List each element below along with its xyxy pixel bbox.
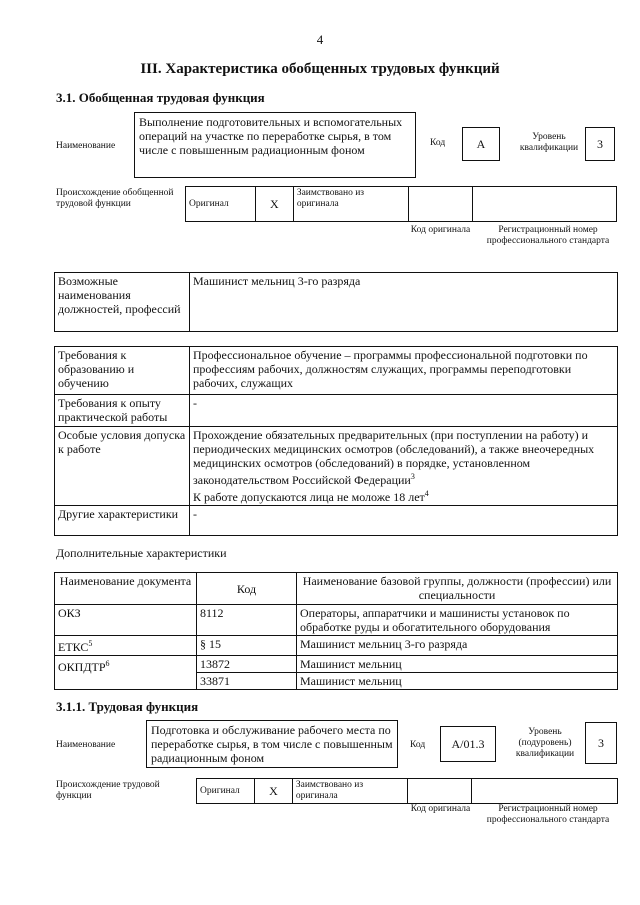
gtf-code-box bbox=[462, 127, 500, 161]
row-code: § 15 bbox=[197, 636, 297, 656]
col-code-header: Код bbox=[197, 573, 297, 605]
table-row bbox=[55, 656, 618, 673]
tf-reg-number-label: Регистрационный номер профессионального стандарта bbox=[486, 804, 610, 825]
row-code: 13872 bbox=[197, 656, 297, 673]
tf-reg-number-cell bbox=[472, 779, 618, 804]
gtf-level-box bbox=[585, 127, 615, 161]
tf-heading: 3.1.1. Трудовая функция bbox=[56, 699, 199, 714]
footnote-5: 5 bbox=[88, 639, 93, 648]
tf-name-label: Наименование bbox=[56, 740, 116, 750]
tf-name-value: Подготовка и обслуживание рабочего места по переработке сырья, в том числе с повышенным радиационным фоном bbox=[151, 723, 393, 765]
positions-table bbox=[54, 272, 618, 332]
req-conditions-label: Особые условия допуска к работе bbox=[55, 427, 190, 506]
gtf-reg-number-cell bbox=[473, 187, 617, 222]
col-doc-header: Наименование документа bbox=[55, 573, 197, 605]
row-name: Машинист мельниц bbox=[297, 673, 618, 690]
gtf-borrowed-label: Заимствовано из оригинала bbox=[293, 187, 408, 222]
gtf-code-value: А bbox=[476, 137, 486, 151]
row-doc: ОКПДТР bbox=[58, 660, 106, 674]
row-code: 33871 bbox=[197, 673, 297, 690]
gtf-original-mark: Х bbox=[255, 187, 293, 222]
additional-heading: Дополнительные характеристики bbox=[56, 546, 227, 560]
req-conditions-age: К работе допускаются лица не моложе 18 лет bbox=[193, 490, 425, 504]
row-doc-cell bbox=[55, 636, 197, 656]
tf-code-box bbox=[440, 726, 496, 762]
gtf-level-value: 3 bbox=[597, 137, 603, 151]
page-number: 4 bbox=[316, 32, 324, 47]
additional-table bbox=[54, 572, 618, 690]
additional-header-row bbox=[55, 573, 618, 605]
req-experience-value: - bbox=[190, 395, 618, 427]
tf-code-value: А/01.3 bbox=[451, 737, 485, 751]
row-doc-cell bbox=[55, 656, 197, 690]
tf-original-label: Оригинал bbox=[197, 779, 255, 804]
gtf-code-original-cell bbox=[408, 187, 473, 222]
req-other-value: - bbox=[190, 506, 618, 536]
requirement-row bbox=[55, 395, 618, 427]
tf-code-original-cell bbox=[407, 779, 472, 804]
gtf-level-label: Уровень квалификации bbox=[519, 132, 579, 153]
footnote-3: 3 bbox=[410, 472, 415, 481]
row-name: Машинист мельниц bbox=[297, 656, 618, 673]
gtf-reg-number-label: Регистрационный номер профессионального стандарта bbox=[486, 225, 610, 246]
tf-code-label: Код bbox=[410, 740, 426, 750]
tf-origin-label: Происхождение трудовой функции bbox=[56, 780, 160, 801]
tf-borrowed-label: Заимствовано из оригинала bbox=[292, 779, 407, 804]
positions-value: Машинист мельниц 3-го разряда bbox=[190, 273, 618, 332]
requirement-row bbox=[55, 347, 618, 395]
req-other-label: Другие характеристики bbox=[55, 506, 190, 536]
gtf-origin-table bbox=[185, 186, 617, 222]
table-row bbox=[55, 605, 618, 636]
tf-level-label: Уровень (подуровень) квалификации bbox=[515, 727, 575, 759]
req-conditions-cell bbox=[190, 427, 618, 506]
gtf-name-value: Выполнение подготовительных и вспомогательных операций на участке по переработке сырья, в том числе с повышенным радиационным фоном bbox=[139, 115, 403, 157]
tf-level-value: 3 bbox=[598, 736, 604, 750]
requirement-row bbox=[55, 427, 618, 506]
gtf-name-label: Наименование bbox=[56, 141, 116, 151]
gtf-code-label: Код bbox=[430, 138, 446, 148]
tf-code-original-label: Код оригинала bbox=[410, 804, 471, 814]
req-experience-label: Требования к опыту практической работы bbox=[55, 395, 190, 427]
req-conditions-value: Прохождение обязательных предварительных (при поступлении на работу) и периодических медицинских осмотров (обследований), а также внеочередных медицинских осмотров (обследований) в порядке, установленном законодательством Российской Федерации bbox=[193, 428, 595, 487]
gtf-origin-label: Происхождение обобщенной трудовой функции bbox=[56, 188, 174, 209]
gtf-original-label: Оригинал bbox=[186, 187, 256, 222]
footnote-6: 6 bbox=[105, 659, 110, 668]
section-title: III. Характеристика обобщенных трудовых функций bbox=[140, 61, 500, 77]
req-education-label: Требования к образованию и обучению bbox=[55, 347, 190, 395]
tf-name-box bbox=[146, 720, 398, 768]
row-name: Машинист мельниц 3-го разряда bbox=[297, 636, 618, 656]
gtf-name-box bbox=[134, 112, 416, 178]
gtf-heading: 3.1. Обобщенная трудовая функция bbox=[56, 90, 265, 105]
req-education-value: Профессиональное обучение – программы профессиональной подготовки по профессиям рабочих, должностям служащих, программы переподготовки рабочих, служащих bbox=[190, 347, 618, 395]
row-code: 8112 bbox=[197, 605, 297, 636]
tf-origin-table bbox=[196, 778, 618, 804]
row-doc: ОКЗ bbox=[55, 605, 197, 636]
tf-level-box bbox=[585, 722, 617, 764]
tf-original-mark: Х bbox=[254, 779, 292, 804]
row-name: Операторы, аппаратчики и машинисты установок по обработке руды и обогатительного оборудования bbox=[297, 605, 618, 636]
footnote-4: 4 bbox=[424, 489, 429, 498]
table-row bbox=[55, 636, 618, 656]
requirement-row bbox=[55, 506, 618, 536]
positions-label: Возможные наименования должностей, профессий bbox=[55, 273, 190, 332]
gtf-code-original-label: Код оригинала bbox=[410, 225, 471, 235]
row-doc: ЕТКС bbox=[58, 640, 89, 654]
col-name-header: Наименование базовой группы, должности (профессии) или специальности bbox=[297, 573, 618, 605]
requirements-table bbox=[54, 346, 618, 536]
